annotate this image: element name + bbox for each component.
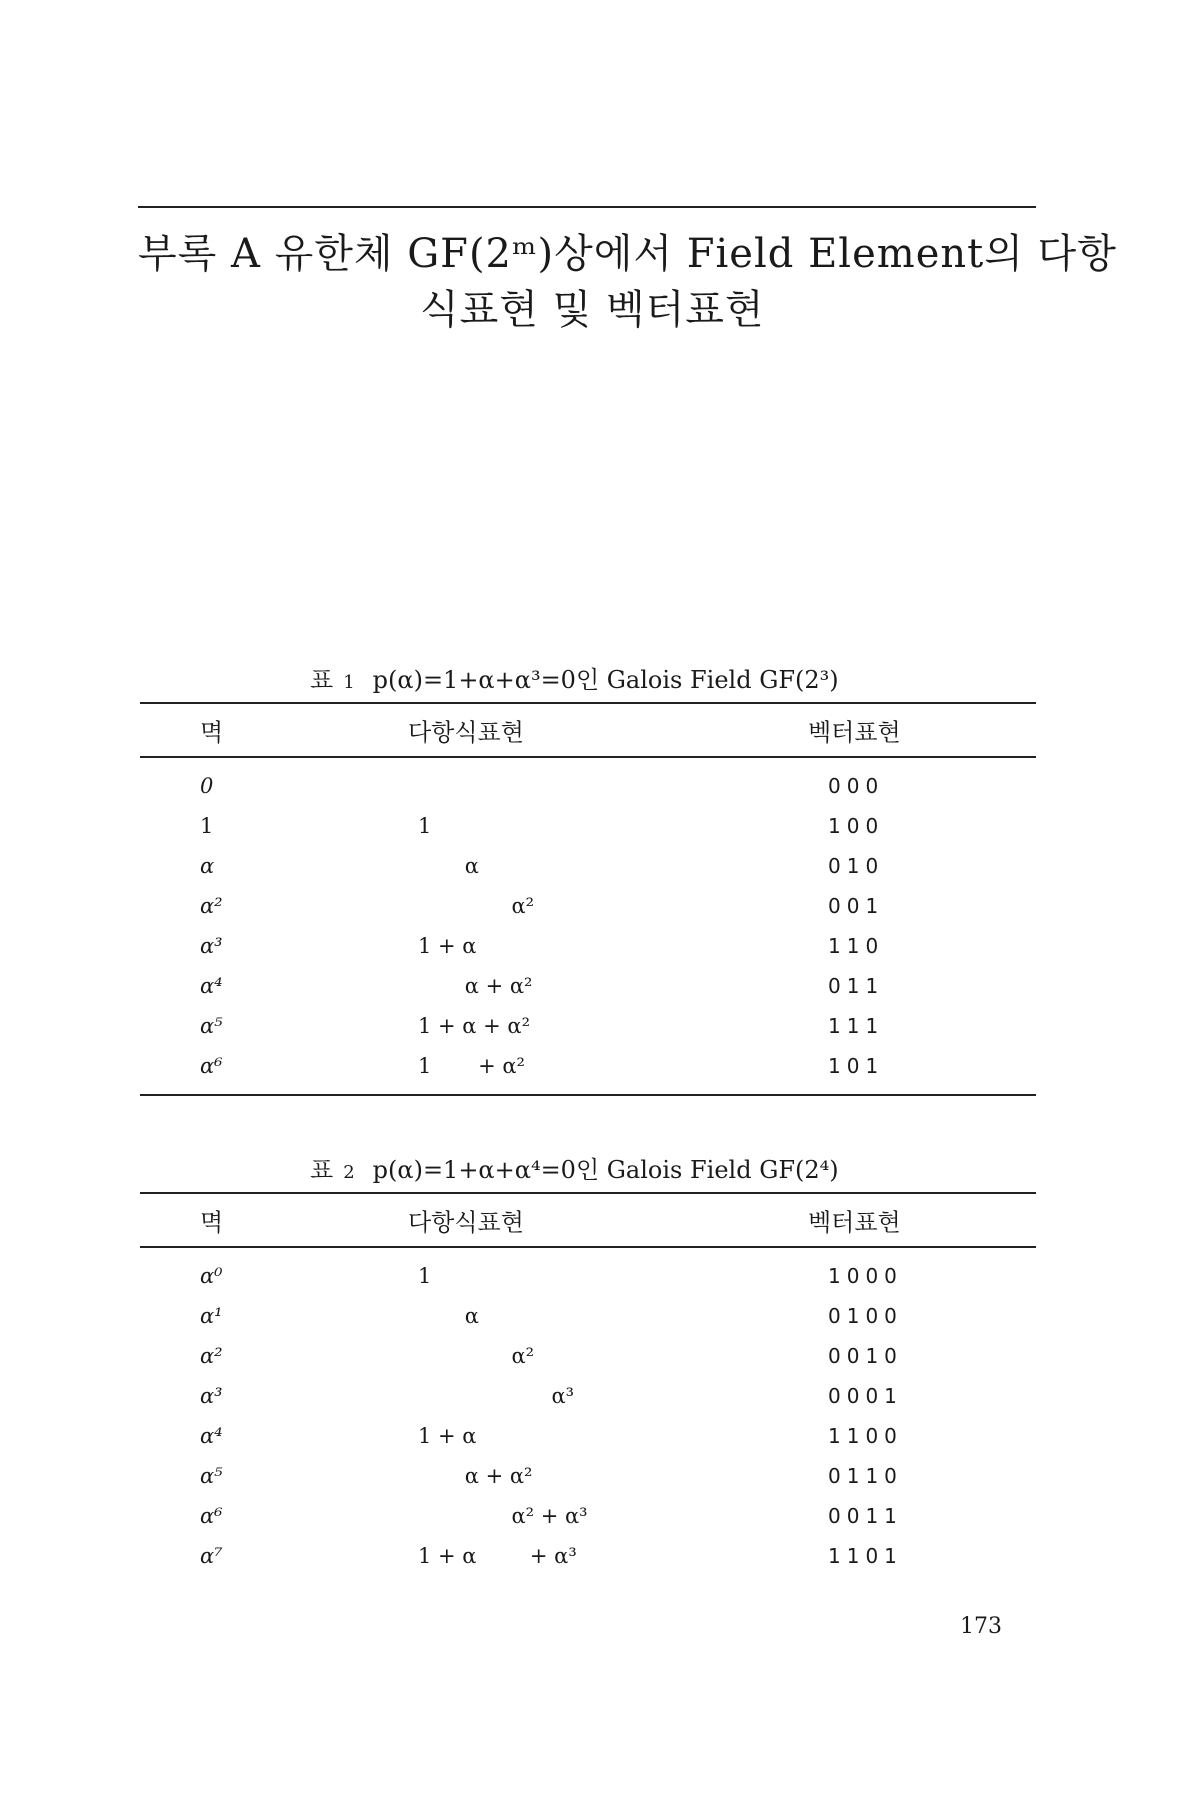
header-polynomial: 다항식표현 xyxy=(408,718,524,747)
table-2-caption-text: p(α)=1+α+α⁴=0인 Galois Field GF(2⁴) xyxy=(372,1156,839,1184)
header-polynomial: 다항식표현 xyxy=(408,1208,524,1237)
appendix-title-line-2: 식표현 및 벡터표현 xyxy=(420,287,765,333)
table-2-header-row xyxy=(140,1194,1036,1246)
polynomial-cell: 1 xyxy=(418,1264,432,1288)
power-cell: α² xyxy=(200,1344,223,1368)
table-2 xyxy=(140,1192,1036,1584)
table-row xyxy=(140,1006,1036,1046)
power-cell: α⁴ xyxy=(200,1424,223,1448)
table-1-caption xyxy=(310,660,839,695)
power-cell: α¹ xyxy=(200,1304,223,1328)
polynomial-cell: α xyxy=(418,854,479,878)
table-1-caption-label: 표 xyxy=(310,666,334,694)
table-2-caption-label: 표 xyxy=(310,1156,334,1184)
table-row xyxy=(140,966,1036,1006)
power-cell: 1 xyxy=(200,814,214,838)
table-row xyxy=(140,806,1036,846)
power-cell: α³ xyxy=(200,1384,223,1408)
power-cell: α⁶ xyxy=(200,1054,223,1078)
vector-cell: 001 xyxy=(828,894,885,918)
polynomial-cell: 1 + α xyxy=(418,1424,477,1448)
vector-cell: 010 xyxy=(828,854,885,878)
vector-cell: 101 xyxy=(828,1054,885,1078)
vector-cell: 111 xyxy=(828,1014,885,1038)
polynomial-cell: α + α² xyxy=(418,1464,533,1488)
vector-cell: 1000 xyxy=(828,1264,903,1288)
polynomial-cell: α + α² xyxy=(418,974,533,998)
power-cell: α³ xyxy=(200,934,223,958)
table-1-caption-number: 1 xyxy=(343,672,355,693)
header-power: 멱 xyxy=(200,1208,224,1237)
header-vector: 벡터표현 xyxy=(808,1208,901,1237)
vector-cell: 0001 xyxy=(828,1384,903,1408)
table-1 xyxy=(140,702,1036,1096)
table-row xyxy=(140,1046,1036,1086)
table-row xyxy=(140,1376,1036,1416)
table-row xyxy=(140,1256,1036,1296)
table-row xyxy=(140,1416,1036,1456)
table-1-bottom-rule xyxy=(140,1094,1036,1096)
polynomial-cell: 1 + α + α² xyxy=(418,1014,531,1038)
table-row xyxy=(140,846,1036,886)
vector-cell: 0011 xyxy=(828,1504,903,1528)
table-row xyxy=(140,1296,1036,1336)
power-cell: α⁴ xyxy=(200,974,223,998)
table-row xyxy=(140,1496,1036,1536)
vector-cell: 0110 xyxy=(828,1464,903,1488)
table-1-caption-text: p(α)=1+α+α³=0인 Galois Field GF(2³) xyxy=(372,666,839,694)
table-row xyxy=(140,1336,1036,1376)
polynomial-cell: α³ xyxy=(418,1384,575,1408)
table-row xyxy=(140,1456,1036,1496)
table-2-caption xyxy=(310,1150,839,1185)
power-cell: α⁵ xyxy=(200,1014,223,1038)
table-1-header-row xyxy=(140,704,1036,756)
table-row xyxy=(140,886,1036,926)
polynomial-cell: α² + α³ xyxy=(418,1504,588,1528)
polynomial-cell: 1 + α² xyxy=(418,1054,525,1078)
polynomial-cell: 1 + α xyxy=(418,934,477,958)
header-power: 멱 xyxy=(200,718,224,747)
power-cell: α⁰ xyxy=(200,1264,223,1288)
title-top-rule xyxy=(138,206,1036,208)
vector-cell: 1101 xyxy=(828,1544,903,1568)
power-cell: α⁷ xyxy=(200,1544,223,1568)
power-cell: 0 xyxy=(200,774,214,798)
vector-cell: 011 xyxy=(828,974,885,998)
polynomial-cell: 1 + α + α³ xyxy=(418,1544,577,1568)
appendix-title-line-1: 부록 A 유한체 GF(2ᵐ)상에서 Field Element의 다항 xyxy=(138,231,1117,277)
vector-cell: 0010 xyxy=(828,1344,903,1368)
vector-cell: 110 xyxy=(828,934,885,958)
polynomial-cell: α² xyxy=(418,1344,535,1368)
power-cell: α² xyxy=(200,894,223,918)
table-row xyxy=(140,766,1036,806)
table-row xyxy=(140,1536,1036,1576)
polynomial-cell: α xyxy=(418,1304,479,1328)
vector-cell: 0100 xyxy=(828,1304,903,1328)
vector-cell: 1100 xyxy=(828,1424,903,1448)
header-vector: 벡터표현 xyxy=(808,718,901,747)
vector-cell: 100 xyxy=(828,814,885,838)
table-2-caption-number: 2 xyxy=(343,1162,355,1183)
polynomial-cell: 1 xyxy=(418,814,432,838)
power-cell: α xyxy=(200,854,215,878)
table-2-body xyxy=(140,1248,1036,1584)
power-cell: α⁶ xyxy=(200,1504,223,1528)
polynomial-cell: α² xyxy=(418,894,535,918)
table-1-body xyxy=(140,758,1036,1094)
power-cell: α⁵ xyxy=(200,1464,223,1488)
vector-cell: 000 xyxy=(828,774,885,798)
page-number: 173 xyxy=(960,1614,1002,1639)
table-row xyxy=(140,926,1036,966)
